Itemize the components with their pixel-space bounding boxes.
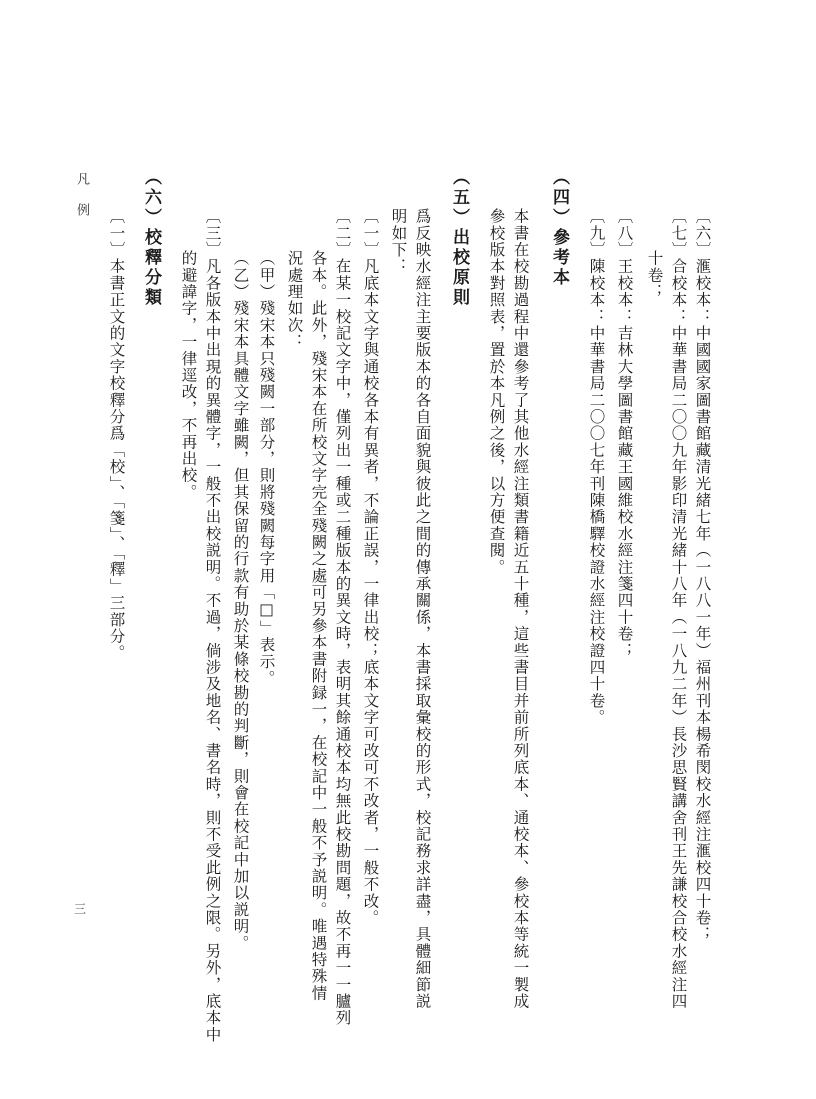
running-head: 凡例: [74, 172, 89, 234]
text-column: 〔三〕凡各版本中出現的異體字，一般不出校説明。不過，倘涉及地名、書名時，則不受此例之限。另外，底本中: [203, 208, 222, 1043]
text-column: 十卷；: [645, 250, 664, 301]
text-column: （乙）殘宋本具體文字雖闕，但其保留的行款有助於某條校勘的判斷，則會在校記中加以説明。: [231, 250, 250, 952]
text-column: 明如下：: [389, 208, 408, 275]
text-column: 〔一〕本書正文的文字校釋分爲「校」、「箋」、「釋」三部分。: [107, 208, 126, 662]
text-column: 〔一〕凡底本文字與通校各本有異者，不論正誤，一律出校；底本文字可改可不改者，一般不改。: [361, 208, 380, 927]
section-heading: （四）參考本: [549, 168, 569, 288]
text-column: （甲）殘宋本只殘闕一部分，則將殘闕每字用「□」表示。: [257, 250, 276, 687]
text-column: 〔八〕王校本：吉林大學圖書館藏王國維校水經注箋四十卷；: [615, 208, 634, 659]
text-column: 本書在校勘過程中還參考了其他水經注類書籍近五十種，這些書目并前所列底本、通校本、參校本等統一製成: [511, 208, 530, 1010]
text-column: 參校版本對照表，置於本凡例之後，以方便查閱。: [487, 208, 506, 576]
text-column: 況處理如次：: [285, 250, 304, 351]
text-column: 爲反映水經注主要版本的各自面貌與彼此之間的傳承關係，本書採取彙校的形式，校記務求詳盡，具體細節説: [413, 208, 432, 1010]
text-column: 〔六〕滙校本：中國國家圖書館藏清光緒七年（一八八一年）福州刊本楊希閔校水經注滙校四十卷；: [693, 208, 712, 943]
text-column: 〔九〕陳校本：中華書局二〇〇七年刊陳橋驛校證水經注校證四十卷。: [587, 208, 606, 726]
section-heading: （五）出校原則: [449, 168, 469, 308]
text-column: 〔七〕合校本：中華書局二〇〇九年影印清光緒十八年（一八九二年）長沙思賢講舍刊王先謙校合校水經注四: [669, 208, 688, 1010]
text-column: 〔二〕在某一校記文字中，僅列出一種或二種版本的異文時，表明其餘通校本均無此校勘問題，故不再一一臚列: [333, 208, 352, 1027]
text-column: 的避諱字，一律逕改，不再出校。: [179, 250, 198, 501]
section-heading: （六）校釋分類: [141, 168, 161, 308]
text-column: 各本。此外，殘宋本在所校文字完全殘闕之處可另參本書附録一，在校記中一般不予説明。唯遇特殊情: [309, 250, 328, 1002]
page-number: 三: [74, 902, 87, 916]
